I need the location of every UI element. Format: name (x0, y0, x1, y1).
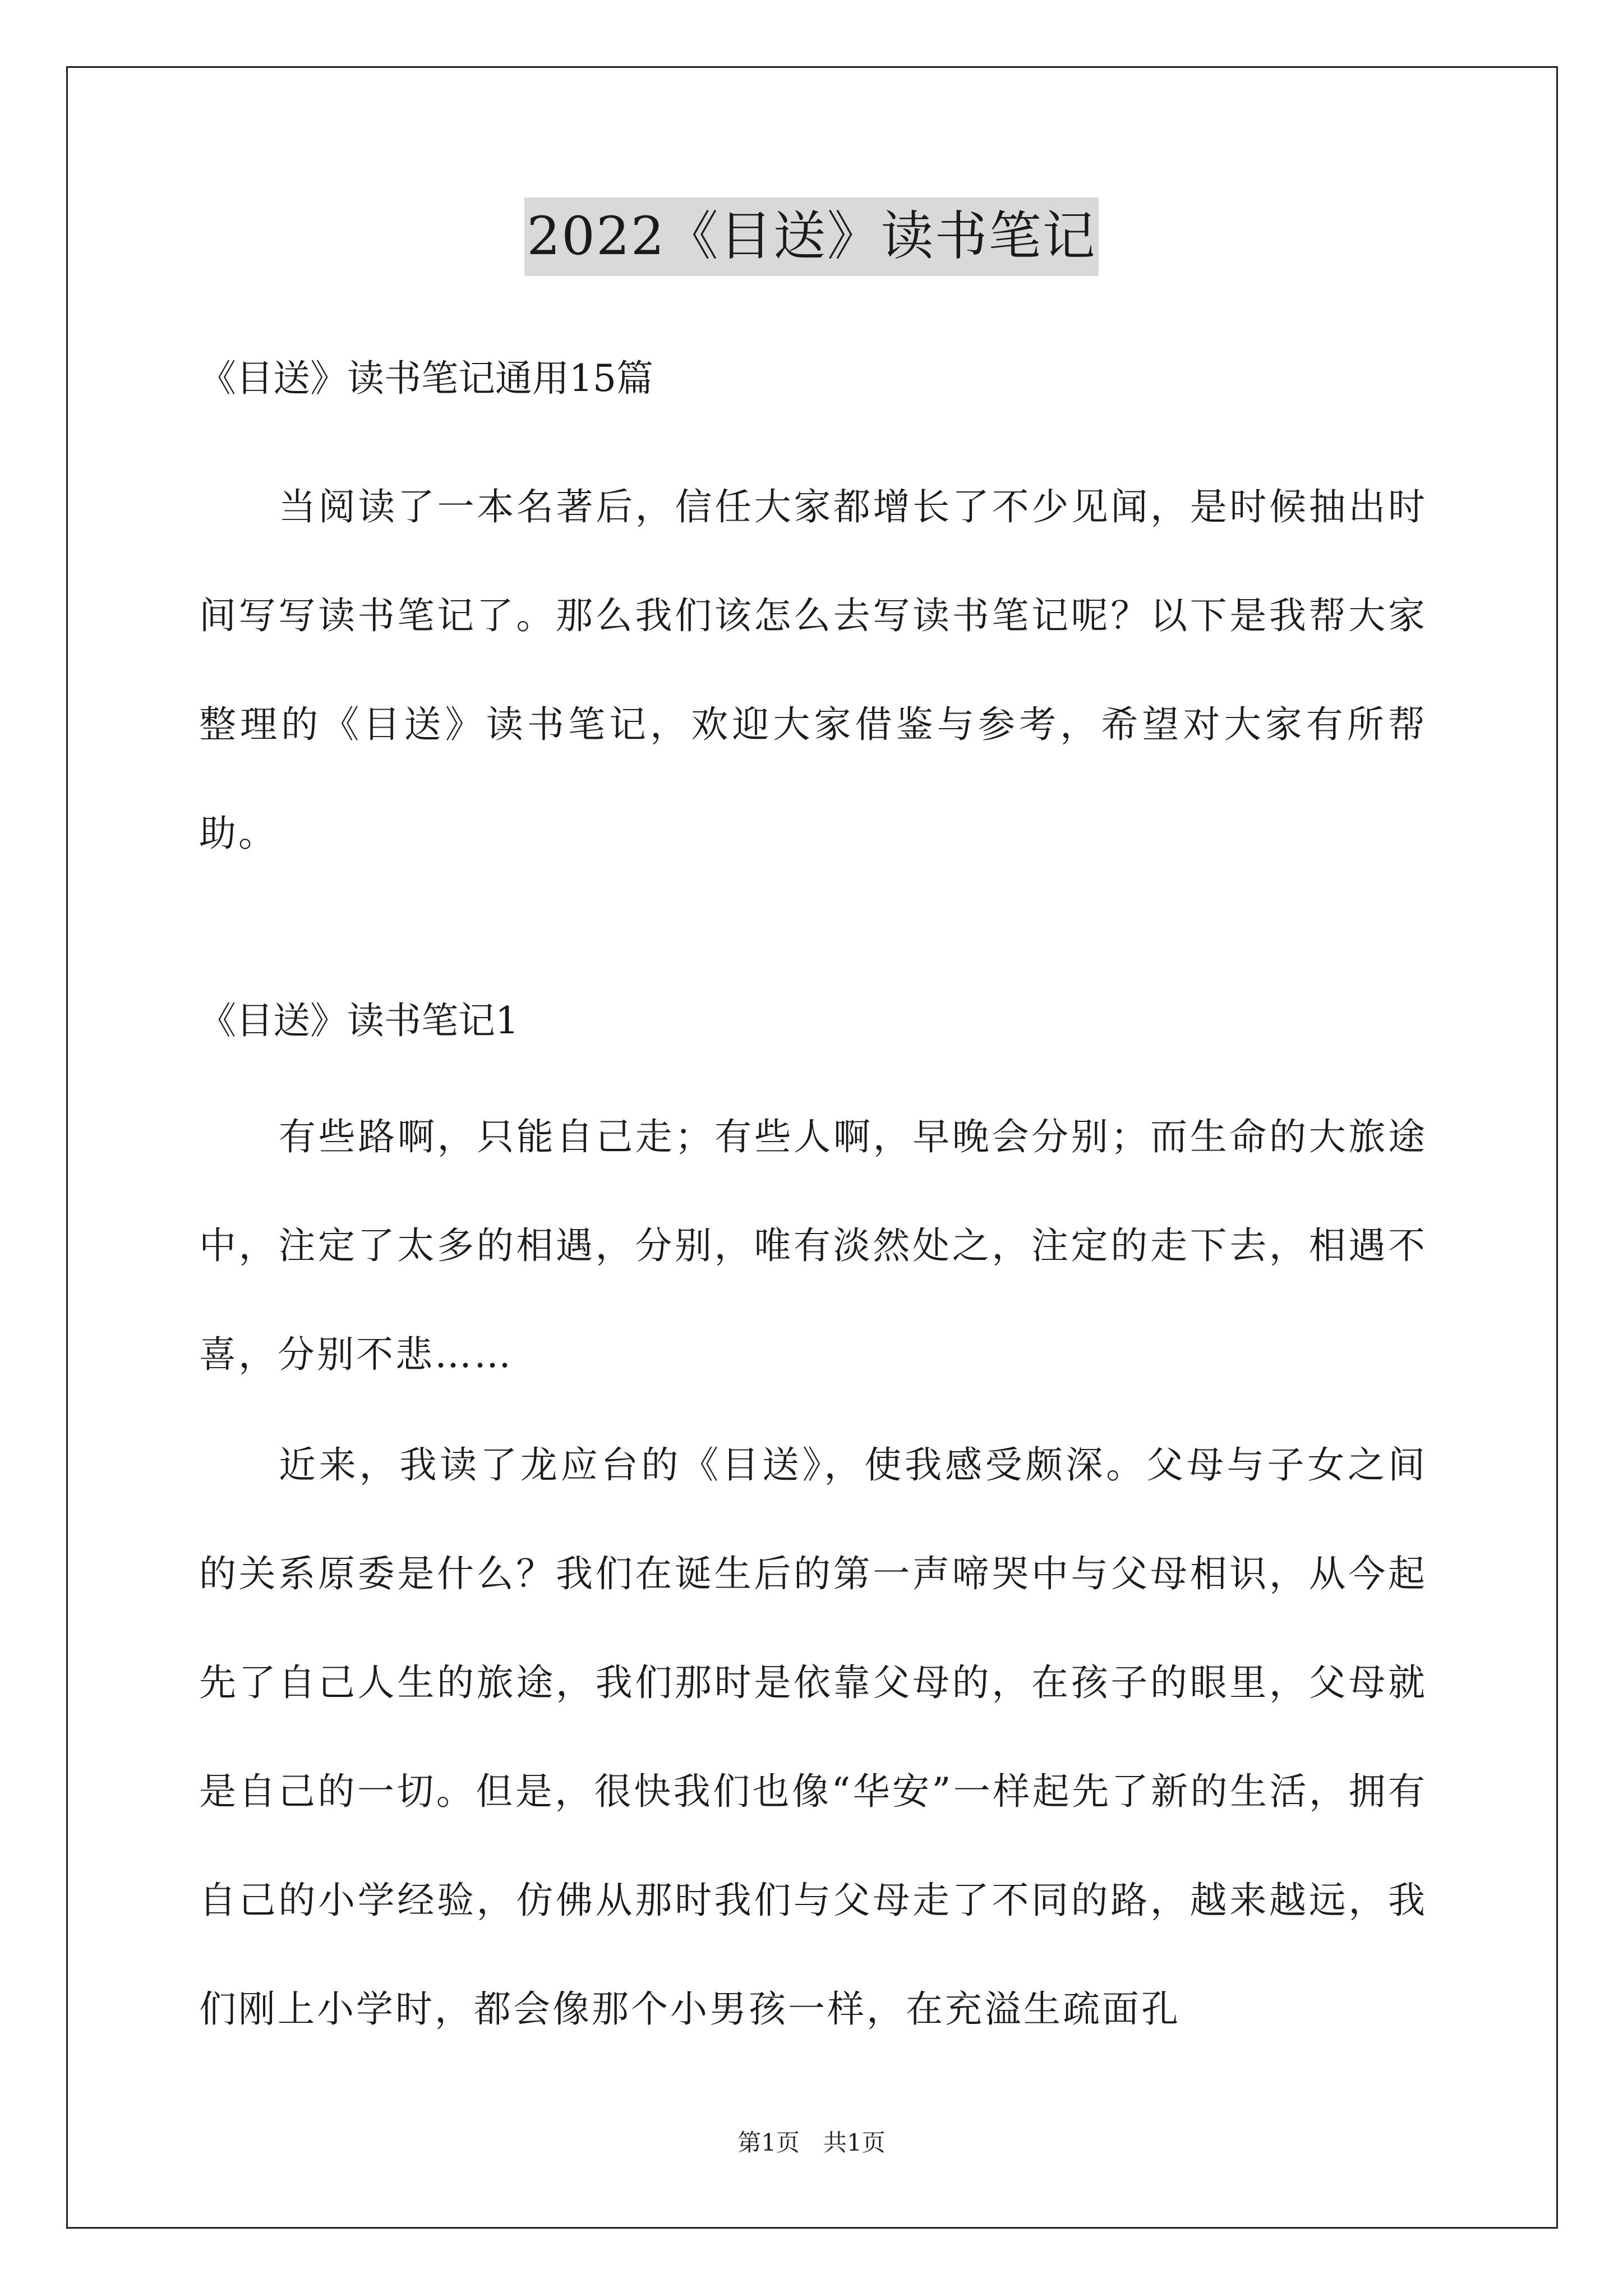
section-heading-1: 《目送》读书笔记1 (199, 999, 519, 1042)
document-title: 2022《目送》读书笔记 (524, 197, 1098, 276)
document-subtitle: 《目送》读书笔记通用15篇 (199, 357, 653, 400)
intro-paragraph: 当阅读了一本名著后，信任大家都增长了不少见闻，是时候抽出时间写写读书笔记了。那么我们该怎么去写读书笔记呢？以下是我帮大家整理的《目送》读书笔记，欢迎大家借鉴与参考，希望对大家有所帮助。 (199, 485, 1427, 855)
section1-paragraph-1: 有些路啊，只能自己走；有些人啊，早晚会分别；而生命的大旅途中，注定了太多的相遇，分别，唯有淡然处之，注定的走下去，相遇不喜，分别不悲…… (199, 1115, 1427, 1376)
section1-paragraph-2: 近来，我读了龙应台的《目送》，使我感受颇深。父母与子女之间的关系原委是什么？我们在诞生后的第一声啼哭中与父母相识，从今起先了自己人生的旅途，我们那时是依靠父母的，在孩子的眼里，父母就是自己的一切。但是，很快我们也像“华安”一样起先了新的生活，拥有自己的小学经验，仿佛从那时我们与父母走了不同的路，越来越远，我们刚上小学时，都会像那个小男孩一样，在充溢生疏面孔 (199, 1443, 1427, 2031)
page-footer: 第1页 共1页 (737, 2129, 886, 2156)
title-container (0, 197, 1623, 276)
